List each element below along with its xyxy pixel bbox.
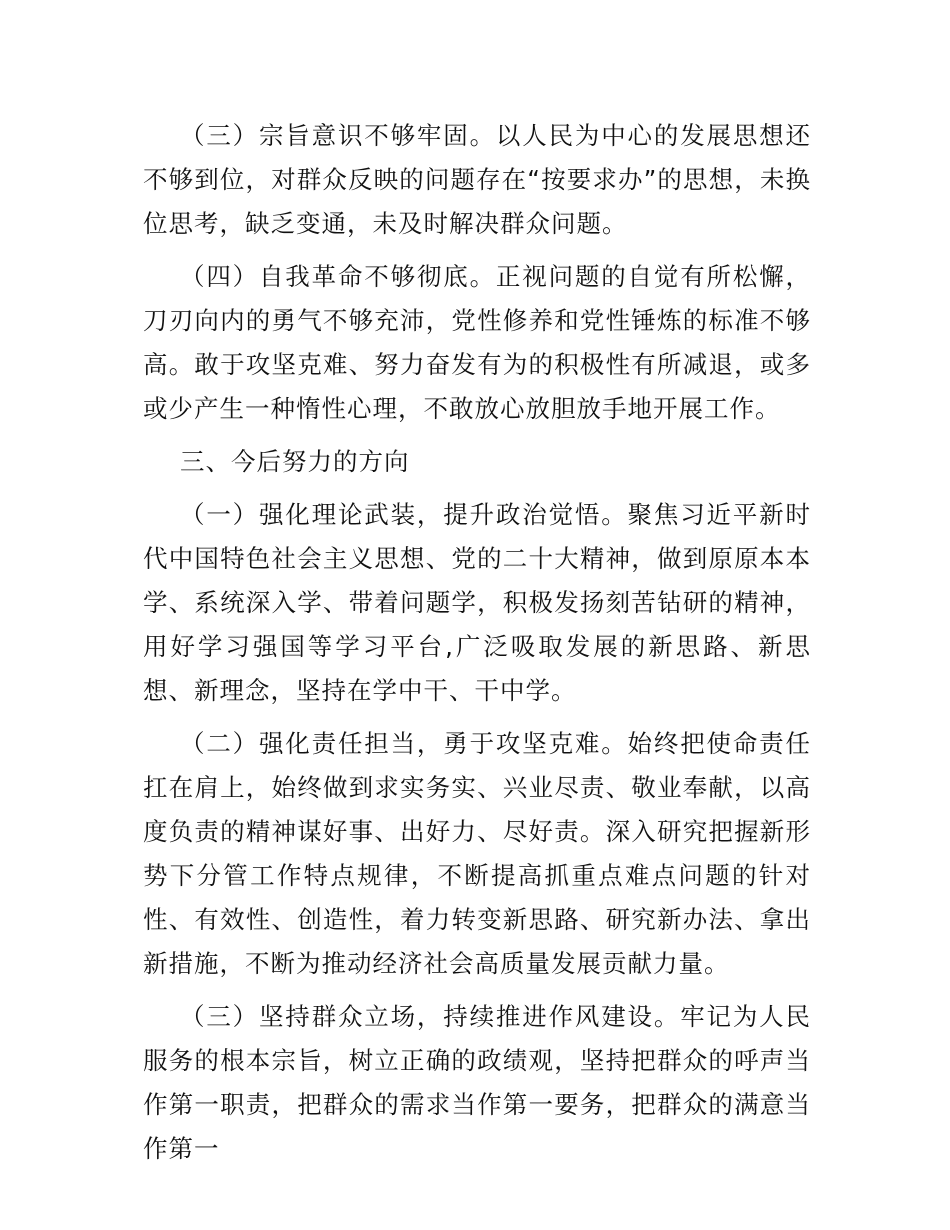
document-body — [143, 114, 811, 1180]
paragraph-responsibility: （二）强化责任担当，勇于攻坚克难。始终把使命责任扛在肩上，始终做到求实务实、兴业尽责、敬业奉献，以高度负责的精神谋好事、出好力、尽好责。深入研究把握新形势下分管工作特点规律，不断提高抓重点难点问题的针对性、有效性、创造性，着力转变新思路、研究新办法、拿出新措施，不断为推动经济社会高质量发展贡献力量。 — [143, 729, 811, 978]
section-heading-future-direction: 三、今后努力的方向 — [180, 447, 410, 476]
paragraph-mass-line: （三）坚持群众立场，持续推进作风建设。牢记为人民服务的根本宗旨，树立正确的政绩观，坚持把群众的呼声当作第一职责，把群众的需求当作第一要务，把群众的满意当作第一 — [143, 1002, 811, 1163]
paragraph-self-revolution: （四）自我革命不够彻底。正视问题的自觉有所松懈，刀刃向内的勇气不够充沛，党性修养和党性锤炼的标准不够高。敢于攻坚克难、努力奋发有为的积极性有所减退，或多或少产生一种惰性心理，不敢放心放胆放手地开展工作。 — [143, 262, 811, 423]
paragraph-theory-study: （一）强化理论武装，提升政治觉悟。聚焦习近平新时代中国特色社会主义思想、党的二十大精神，做到原原本本学、系统深入学、带着问题学，积极发扬刻苦钻研的精神，用好学习强国等学习平台,广泛吸取发展的新思路、新思想、新理念，坚持在学中干、干中学。 — [143, 500, 811, 705]
paragraph-purpose-awareness: （三）宗旨意识不够牢固。以人民为中心的发展思想还不够到位，对群众反映的问题存在“按要求办”的思想，未换位思考，缺乏变通，未及时解决群众问题。 — [143, 121, 811, 238]
